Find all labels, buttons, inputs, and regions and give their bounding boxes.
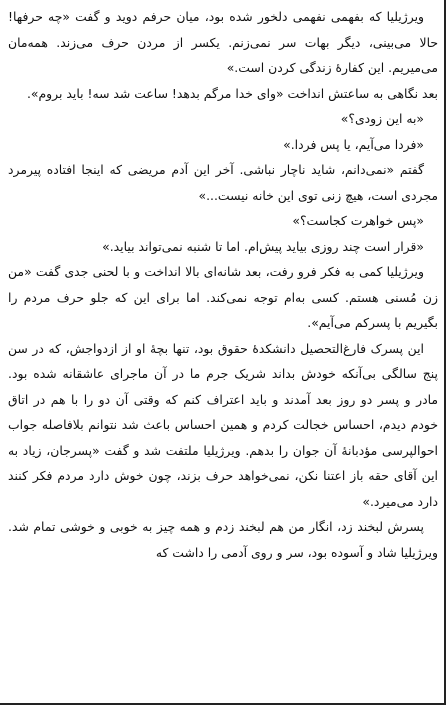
paragraph: ویرژیلیا کمی به فکر فرو رفت، بعد شانه‌ای بالا انداخت و با لحنی جدی گفت «من زن مُسنی هستم. کسی به‌ام توجه نمی‌کند. اما برای این که جلو حرف مردم را بگیریم با پسرکم می‌آیم». [8,264,438,330]
paragraph: گفتم «نمی‌دانم، شاید ناچار نباشی. آخر این آدم مریضی که اینجا افتاده پیرمرد مجردی است، هیچ زنی توی این خانه نیست...» [8,162,438,203]
paragraph: ویرژیلیا که بفهمی نفهمی دلخور شده بود، میان حرفم دوید و گفت «چه حرفها! حالا می‌بینی، دیگر بهات سر نمی‌زنم. یکسر از مردن حرف می‌زند. همه‌مان می‌میریم. این کفارهٔ زندگی کردن است.» [8,9,438,75]
paragraph: «به این زودی؟» [340,111,424,126]
page-text [8,4,438,565]
paragraph: «قرار است چند روزی بیاید پیش‌ام. اما تا شنبه نمی‌تواند بیاید.» [102,238,424,254]
paragraph: بعد نگاهی به ساعتش انداخت «وای خدا مرگم بدهد! ساعت شد سه! باید بروم». [26,85,438,101]
paragraph: «پس خواهرت کجاست؟» [292,213,424,228]
paragraph: «فردا می‌آیم، یا پس فردا.» [283,136,424,152]
paragraph: پسرش لبخند زد، انگار من هم لبخند زدم و همه چیز به خوبی و خوشی تمام شد. ویرژیلیا شاد و آسوده بود، سر و روی آدمی را داشت که [8,519,438,560]
paragraph: این پسرک فارغ‌التحصیل دانشکدهٔ حقوق بود، تنها بچهٔ او از ازدواجش، که در سن پنج سالگی بی‌آنکه خودش بداند شریک جرم ما در آن ماجرای عاشقانه شده بود. مادر و پسر دو روز بعد آمدند و باید اعتراف کنم که وقتی آن دو را با هم در اتاق خودم دیدم، احساس خجالت کردم و همین احساس باعث شد نتوانم بلافاصله جواب احوالپرسی مؤدبانهٔ آن جوان را بدهم. ویرژیلیا ملتفت شد و گفت «پسرجان، زیاد به این آقای حقه باز اعتنا نکن، نمی‌خواهد حرف بزند، چون خوش دارد مردم فکر کنند دارد می‌میرد.» [8,340,438,509]
